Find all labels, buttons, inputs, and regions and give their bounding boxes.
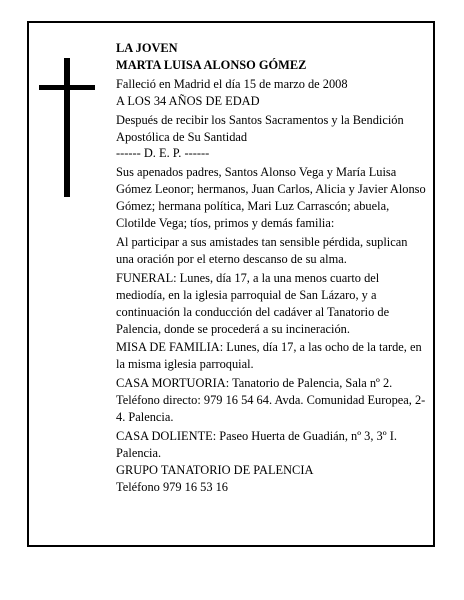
home-paragraph: CASA DOLIENTE: Paseo Huerta de Guadián, nº 3, 3º I. Palencia.: [116, 428, 397, 460]
prayer-paragraph: Al participar a sus amistades tan sensible pérdida, suplican una oración por el eterno descanso de su alma.: [116, 234, 408, 266]
funeral-home-name: GRUPO TANATORIO DE PALENCIA: [116, 462, 314, 477]
age-line: A LOS 34 AÑOS DE EDAD: [116, 93, 260, 108]
funeral-paragraph: FUNERAL: Lunes, día 17, a la una menos cuarto del mediodía, en la iglesia parroquial de San Lázaro, y a continuación la conducción del cadáver al Tanatorio de Palencia, donde se procederá a su incineración.: [116, 270, 390, 336]
family-mass-paragraph: MISA DE FAMILIA: Lunes, día 17, a las ocho de la tarde, en la misma iglesia parroquial.: [116, 340, 422, 372]
death-info: Falleció en Madrid el día 15 de marzo de 2008: [116, 76, 348, 91]
family-paragraph: Sus apenados padres, Santos Alonso Vega y María Luisa Gómez Leonor; hermanos, Juan Carlos, Alicia y Javier Alonso Gómez; hermana política, Mari Luz Carrascón; abuela, Clotilde Vega; tíos, primos y demás familia:: [116, 165, 426, 231]
sacraments-line: Después de recibir los Santos Sacramentos y la Bendición Apostólica de Su Santidad: [116, 112, 404, 144]
cross-icon-arm: [39, 85, 95, 90]
rip-line: ------ D. E. P. ------: [116, 146, 210, 161]
title-line-1: LA JOVEN: [116, 41, 178, 55]
mortuary-paragraph: CASA MORTUORIA: Tanatorio de Palencia, Sala nº 2. Teléfono directo: 979 16 54 64. Avda. Comunidad Europea, 2-4. Palencia.: [116, 376, 426, 425]
cross-icon: [64, 58, 70, 197]
obituary-text: [116, 40, 426, 496]
deceased-name: MARTA LUISA ALONSO GÓMEZ: [116, 57, 307, 72]
funeral-home-phone: Teléfono 979 16 53 16: [116, 479, 229, 494]
